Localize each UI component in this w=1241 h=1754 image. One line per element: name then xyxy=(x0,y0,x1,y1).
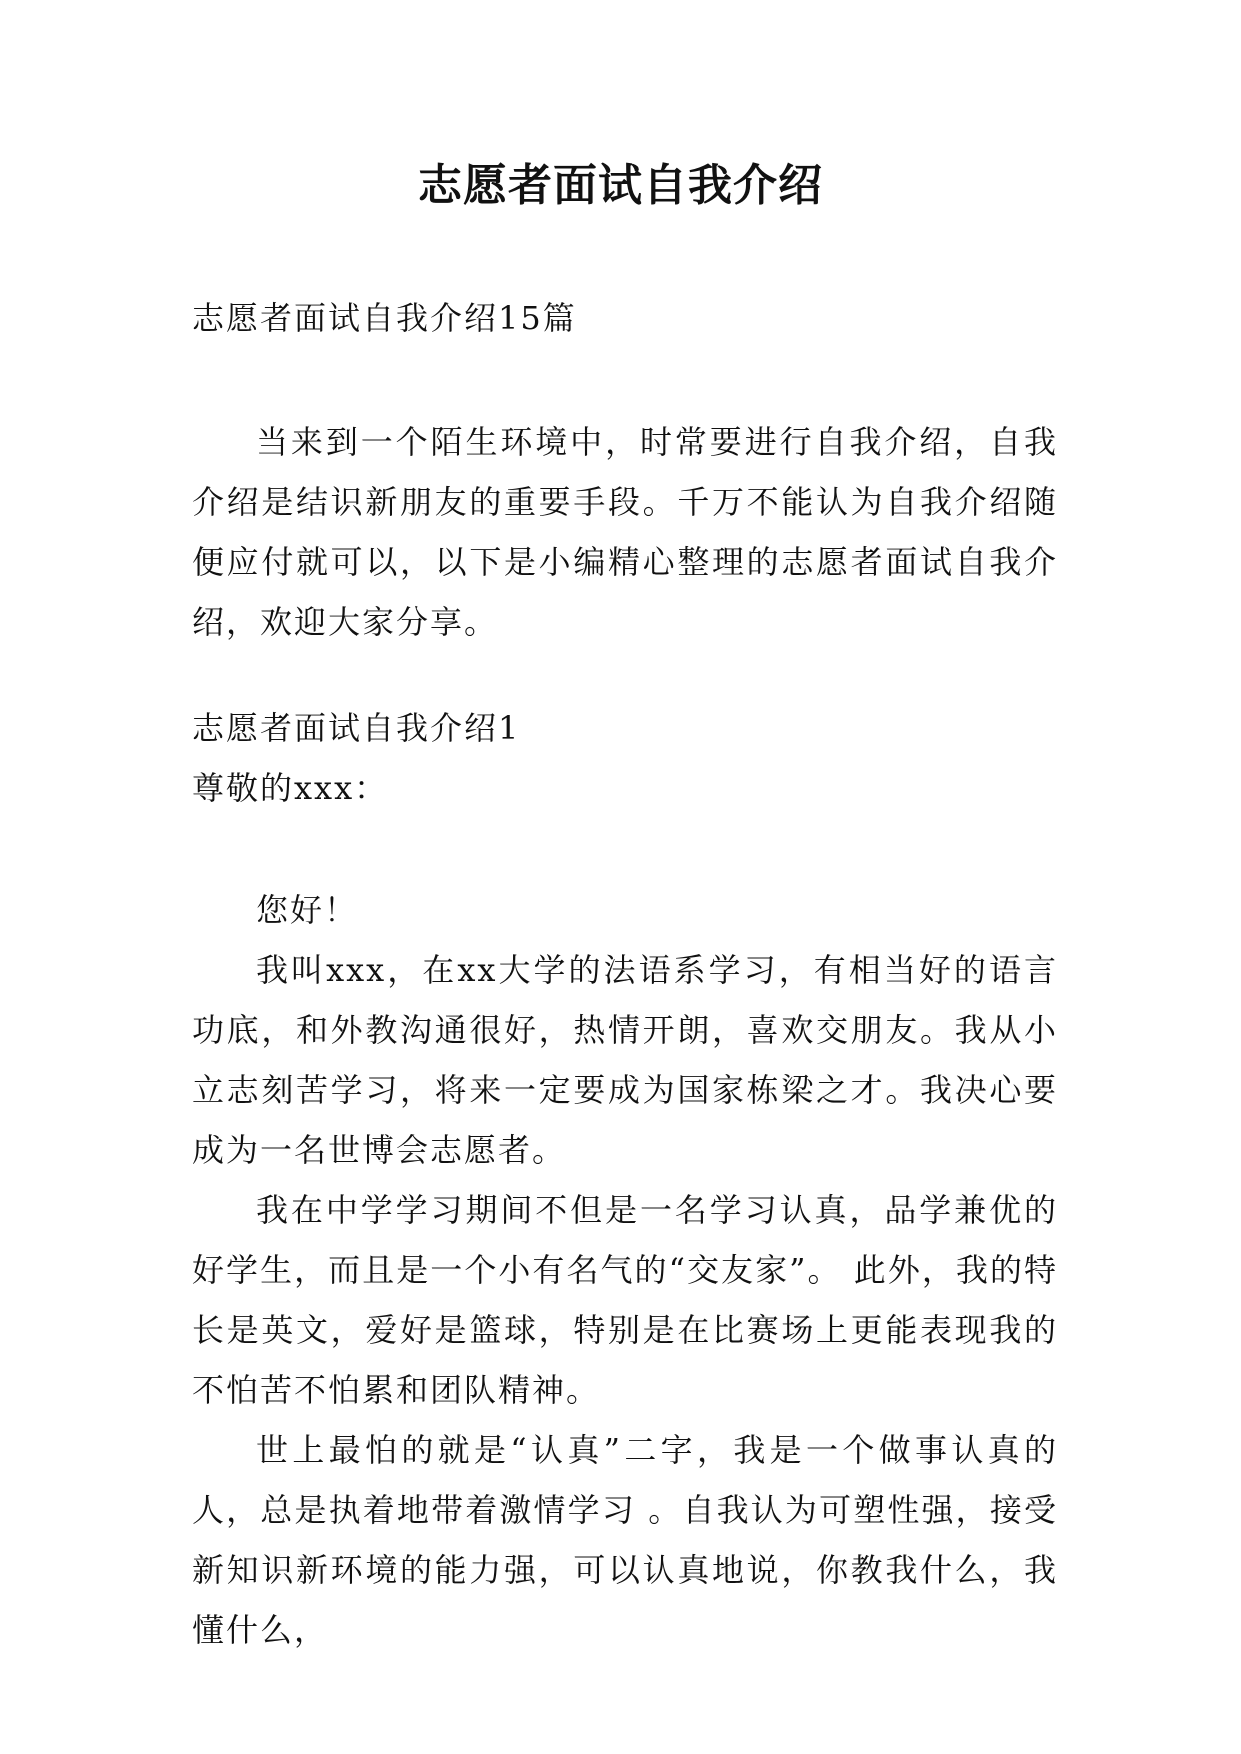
document-subtitle: 志愿者面试自我介绍15篇 xyxy=(192,299,577,337)
intro-paragraph: 当来到一个陌生环境中，时常要进行自我介绍，自我介绍是结识新朋友的重要手段。千万不能认为自我介绍随便应付就可以，以下是小编精心整理的志愿者面试自我介绍，欢迎大家分享。 xyxy=(192,423,1058,641)
salutation: 尊敬的xxx： xyxy=(192,769,389,807)
body-paragraph: 我叫xxx，在xx大学的法语系学习，有相当好的语言功底，和外教沟通很好，热情开朗，喜欢交朋友。我从小立志刻苦学习，将来一定要成为国家栋梁之才。我决心要成为一名世博会志愿者。 xyxy=(192,951,1058,1169)
section-heading: 志愿者面试自我介绍1 xyxy=(192,709,521,747)
document-title: 志愿者面试自我介绍 xyxy=(418,160,823,211)
body-paragraph: 世上最怕的就是“认真”二字，我是一个做事认真的人，总是执着地带着激情学习 。自我认为可塑性强，接受新知识新环境的能力强，可以认真地说，你教我什么，我懂什么， xyxy=(192,1431,1058,1649)
body-paragraph: 我在中学学习期间不但是一名学习认真，品学兼优的好学生，而且是一个小有名气的“交友家”。 此外，我的特长是英文，爱好是篮球，特别是在比赛场上更能表现我的不怕苦不怕累和团队精神。 xyxy=(192,1191,1058,1409)
greeting: 您好！ xyxy=(256,891,359,929)
